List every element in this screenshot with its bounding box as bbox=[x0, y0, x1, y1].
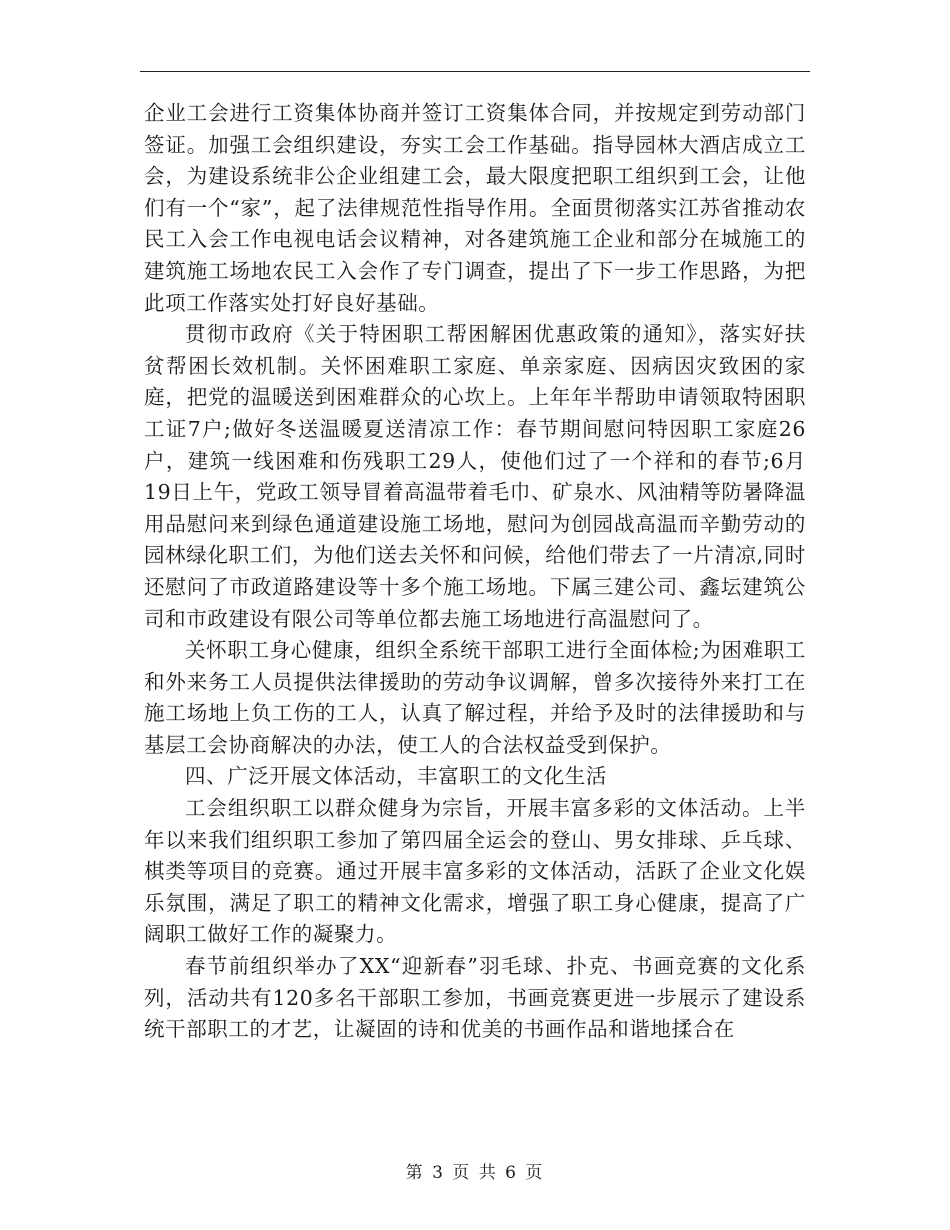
document-body bbox=[144, 98, 806, 1046]
paragraph-1: 企业工会进行工资集体协商并签订工资集体合同，并按规定到劳动部门签证。加强工会组织建设，夯实工会工作基础。指导园林大酒店成立工会，为建设系统非公企业组建工会，最大限度把职工组织到工会，让他们有一个“家”，起了法律规范性指导作用。全面贯彻落实江苏省推动农民工入会工作电视电话会议精神，对各建筑施工企业和部分在城施工的建筑施工场地农民工入会作了专门调查，提出了下一步工作思路，为把此项工作落实处打好良好基础。 bbox=[144, 101, 806, 315]
paragraph-6: 春节前组织举办了XX“迎新春”羽毛球、扑克、书画竞赛的文化系列，活动共有120多名干部职工参加，书画竞赛更进一步展示了建设系统干部职工的才艺，让凝固的诗和优美的书画作品和谐地揉合在 bbox=[144, 954, 806, 1042]
paragraph-5: 工会组织职工以群众健身为宗旨，开展丰富多彩的文体活动。上半年以来我们组织职工参加了第四届全运会的登山、男女排球、乒乓球、棋类等项目的竞赛。通过开展丰富多彩的文体活动，活跃了企业文化娱乐氛围，满足了职工的精神文化需求，增强了职工身心健康，提高了广阔职工做好工作的凝聚力。 bbox=[144, 796, 806, 947]
header-rule bbox=[140, 71, 810, 72]
paragraph-3: 关怀职工身心健康，组织全系统干部职工进行全面体检;为困难职工和外来务工人员提供法律援助的劳动争议调解，曾多次接待外来打工在施工场地上负工伤的工人，认真了解过程，并给予及时的法律援助和与基层工会协商解决的办法，使工人的合法权益受到保护。 bbox=[144, 638, 806, 757]
paragraph-2: 贯彻市政府《关于特困职工帮困解困优惠政策的通知》，落实好扶贫帮困长效机制。关怀困难职工家庭、单亲家庭、因病因灾致困的家庭，把党的温暖送到困难群众的心坎上。上年年半帮助申请领取特困职工证7户;做好冬送温暖夏送清凉工作：春节期间慰问特因职工家庭26户，建筑一线困难和伤残职工29人，使他们过了一个祥和的春节;6月19日上午，党政工领导冒着高温带着毛巾、矿泉水、风油精等防暑降温用品慰问来到绿色通道建设施工场地，慰问为创园战高温而辛勤劳动的园林绿化职工们，为他们送去关怀和问候，给他们带去了一片清凉,同时还慰问了市政道路建设等十多个施工场地。下属三建公司、鑫坛建筑公司和市政建设有限公司等单位都去施工场地进行高温慰问了。 bbox=[144, 322, 806, 631]
section-heading-4: 四、广泛开展文体活动，丰富职工的文化生活 bbox=[185, 764, 607, 789]
page-number: 第 3 页 共 6 页 bbox=[405, 1163, 545, 1183]
